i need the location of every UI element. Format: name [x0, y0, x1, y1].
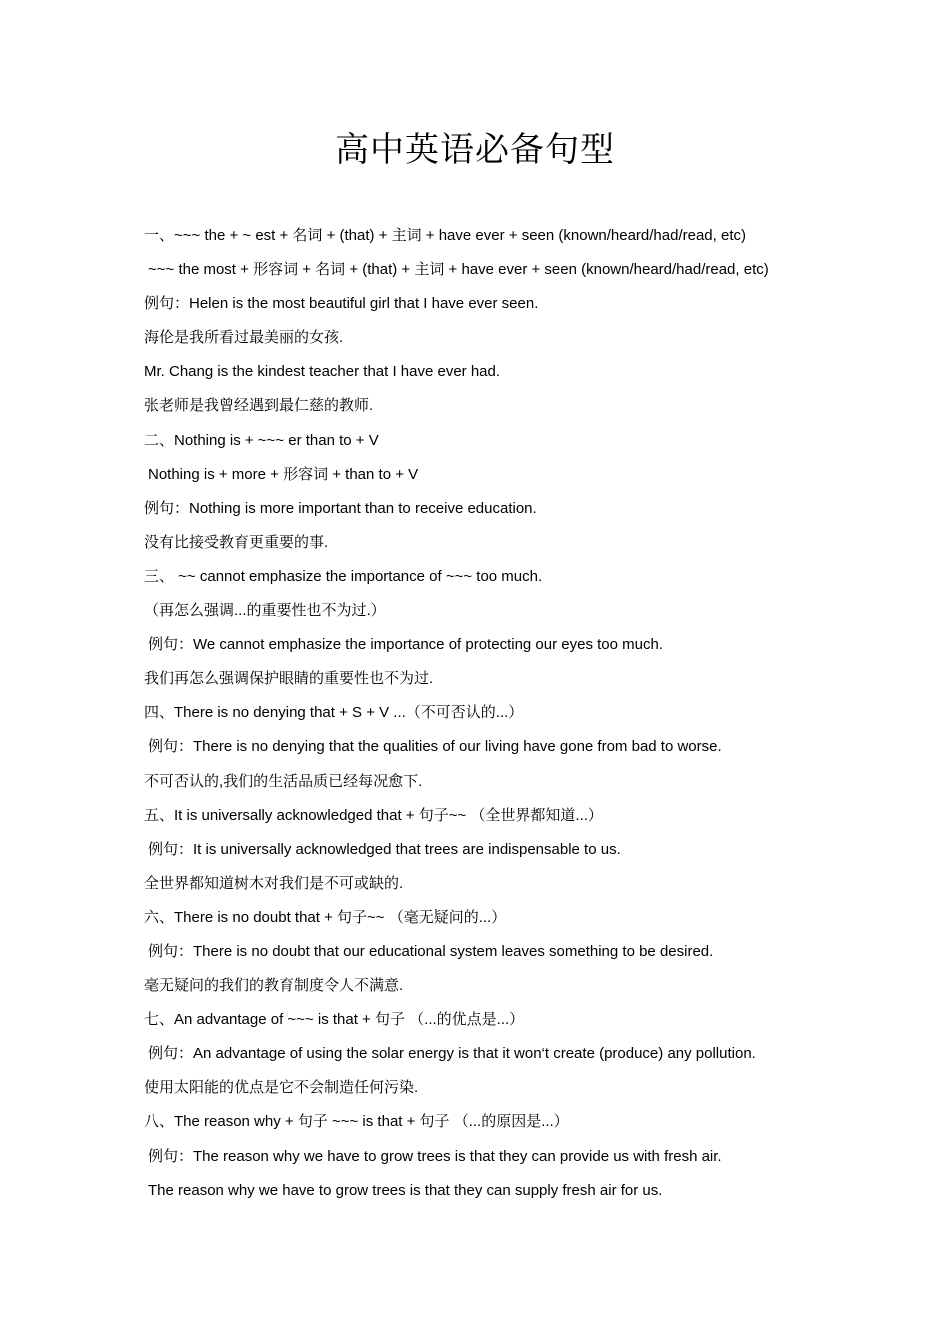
text-line: 四、There is no denying that + S + V ...（不可否认的...）: [144, 704, 524, 722]
document-title: 高中英语必备句型: [335, 130, 615, 170]
text-line: 三、 ~~ cannot emphasize the importance of ~~~ too much.: [144, 567, 543, 585]
text-line: 例句：There is no denying that the qualities of our living have gone from bad to worse.: [148, 738, 722, 756]
text-line: 例句：We cannot emphasize the importance of protecting our eyes too much.: [148, 636, 663, 654]
text-line: Nothing is + more + 形容词 + than to + V: [148, 465, 419, 483]
text-line: 海伦是我所看过最美丽的女孩.: [144, 329, 344, 347]
text-line: 六、There is no doubt that + 句子~~ （毫无疑问的...）: [144, 908, 507, 926]
text-line: 全世界都知道树木对我们是不可或缺的.: [144, 874, 404, 892]
text-line: 例句：The reason why we have to grow trees is that they can provide us with fresh air.: [148, 1147, 722, 1165]
text-line: 我们再怎么强调保护眼睛的重要性也不为过.: [144, 670, 434, 688]
text-line: 一、~~~ the + ~ est + 名词 + (that) + 主词 + have ever + seen (known/heard/had/read, etc): [144, 227, 746, 244]
text-line: （再怎么强调...的重要性也不为过.）: [144, 602, 386, 620]
text-line: 例句：It is universally acknowledged that trees are indispensable to us.: [148, 840, 621, 858]
text-line: 没有比接受教育更重要的事.: [144, 533, 329, 551]
document-body: [144, 222, 824, 1211]
text-line: 使用太阳能的优点是它不会制造任何污染.: [144, 1079, 419, 1097]
text-line: ~~~ the most + 形容词 + 名词 + (that) + 主词 + have ever + seen (known/heard/had/read, etc): [148, 261, 769, 279]
text-line: The reason why we have to grow trees is that they can supply fresh air for us.: [148, 1181, 663, 1199]
text-line: 例句：Nothing is more important than to receive education.: [144, 499, 537, 517]
text-line: Mr. Chang is the kindest teacher that I have ever had.: [144, 363, 501, 381]
text-line: 五、It is universally acknowledged that + 句子~~ （全世界都知道...）: [144, 806, 603, 824]
text-line: 二、Nothing is + ~~~ er than to + V: [144, 431, 379, 449]
text-line: 八、The reason why + 句子 ~~~ is that + 句子 （...的原因是...）: [144, 1113, 569, 1131]
text-line: 张老师是我曾经遇到最仁慈的教师.: [144, 397, 374, 415]
text-line: 例句：There is no doubt that our educational system leaves something to be desired.: [148, 942, 714, 960]
text-line: 不可否认的,我们的生活品质已经每况愈下.: [144, 772, 423, 790]
text-line: 毫无疑问的我们的教育制度令人不满意.: [144, 977, 404, 995]
text-line: 例句：Helen is the most beautiful girl that I have ever seen.: [144, 295, 539, 313]
text-line: 七、An advantage of ~~~ is that + 句子 （...的优点是...）: [144, 1011, 525, 1029]
text-line: 例句：An advantage of using the solar energy is that it won‘t create (produce) any pollution.: [148, 1045, 756, 1063]
